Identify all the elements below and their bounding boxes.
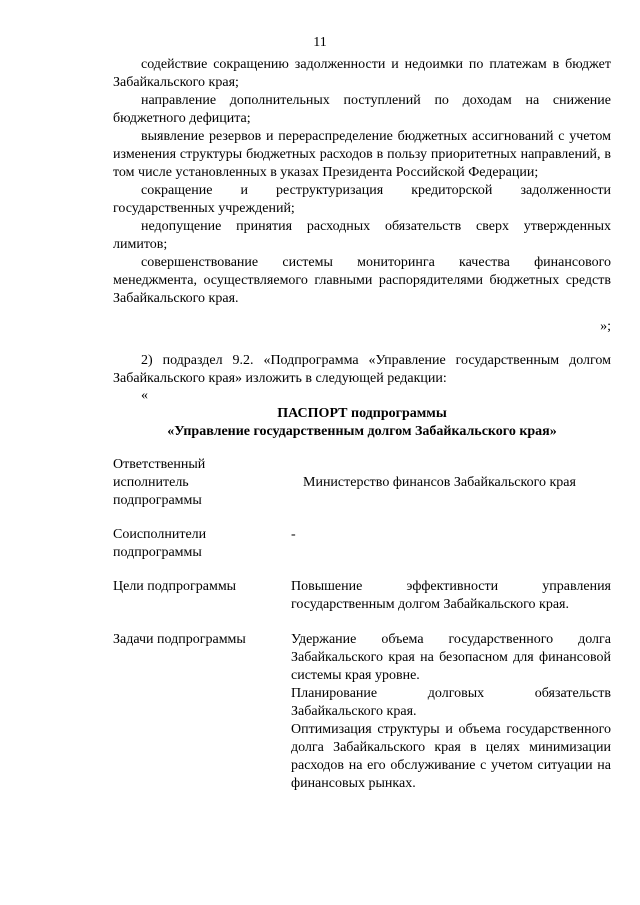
- row-label: Цели подпрограммы: [113, 579, 237, 594]
- row-label: Ответственный исполнитель подпрограммы: [113, 457, 206, 508]
- row-value-line: Министерство финансов Забайкальского края: [303, 475, 576, 490]
- list-item: совершенствование системы мониторинга качества финансового менеджмента, осуществляемого главными распорядителями бюджетных средств Забайкальского края.: [113, 255, 611, 306]
- row-value-line: -: [291, 527, 296, 542]
- row-value: [303, 474, 611, 492]
- list-item: направление дополнительных поступлений по доходам на снижение бюджетного дефицита;: [113, 93, 611, 126]
- row-value-line: Планирование долговых обязательств Забайкальского края.: [291, 686, 611, 719]
- row-value: [291, 526, 611, 544]
- list-item: сокращение и реструктуризация кредиторской задолженности государственных учреждений;: [113, 183, 611, 216]
- closing-quote: »;: [600, 319, 611, 334]
- row-label: Задачи подпрограммы: [113, 632, 246, 647]
- opening-quote: «: [141, 388, 148, 403]
- row-value: [291, 578, 611, 614]
- row-value-line: Повышение эффективности управления государственным долгом Забайкальского края.: [291, 579, 611, 612]
- list-item: выявление резервов и перераспределение бюджетных ассигнований с учетом изменения структуры бюджетных расходов в пользу приоритетных направлений, в том числе установленных в указах Президента Российской Федерации;: [113, 129, 611, 180]
- passport-subtitle: «Управление государственным долгом Забайкальского края»: [167, 424, 557, 439]
- amendment-paragraph: 2) подраздел 9.2. «Подпрограмма «Управление государственным долгом Забайкальского края» изложить в следующей редакции:: [113, 353, 611, 386]
- list-item: содействие сокращению задолженности и недоимки по платежам в бюджет Забайкальского края;: [113, 57, 611, 90]
- page-number: 11: [313, 35, 327, 50]
- list-item: недопущение принятия расходных обязательств сверх утвержденных лимитов;: [113, 219, 611, 252]
- goals-list: [113, 56, 611, 308]
- row-value: [291, 631, 611, 793]
- row-label: Соисполнители подпрограммы: [113, 527, 207, 560]
- row-value-line: Оптимизация структуры и объема государственного долга Забайкальского края в целях минимизации расходов на его обслуживание с учетом ситуации на финансовых рынках.: [291, 722, 611, 791]
- passport-title: ПАСПОРТ подпрограммы: [277, 406, 447, 421]
- row-value-line: Удержание объема государственного долга Забайкальского края на безопасном для финансовой системы края уровне.: [291, 632, 611, 683]
